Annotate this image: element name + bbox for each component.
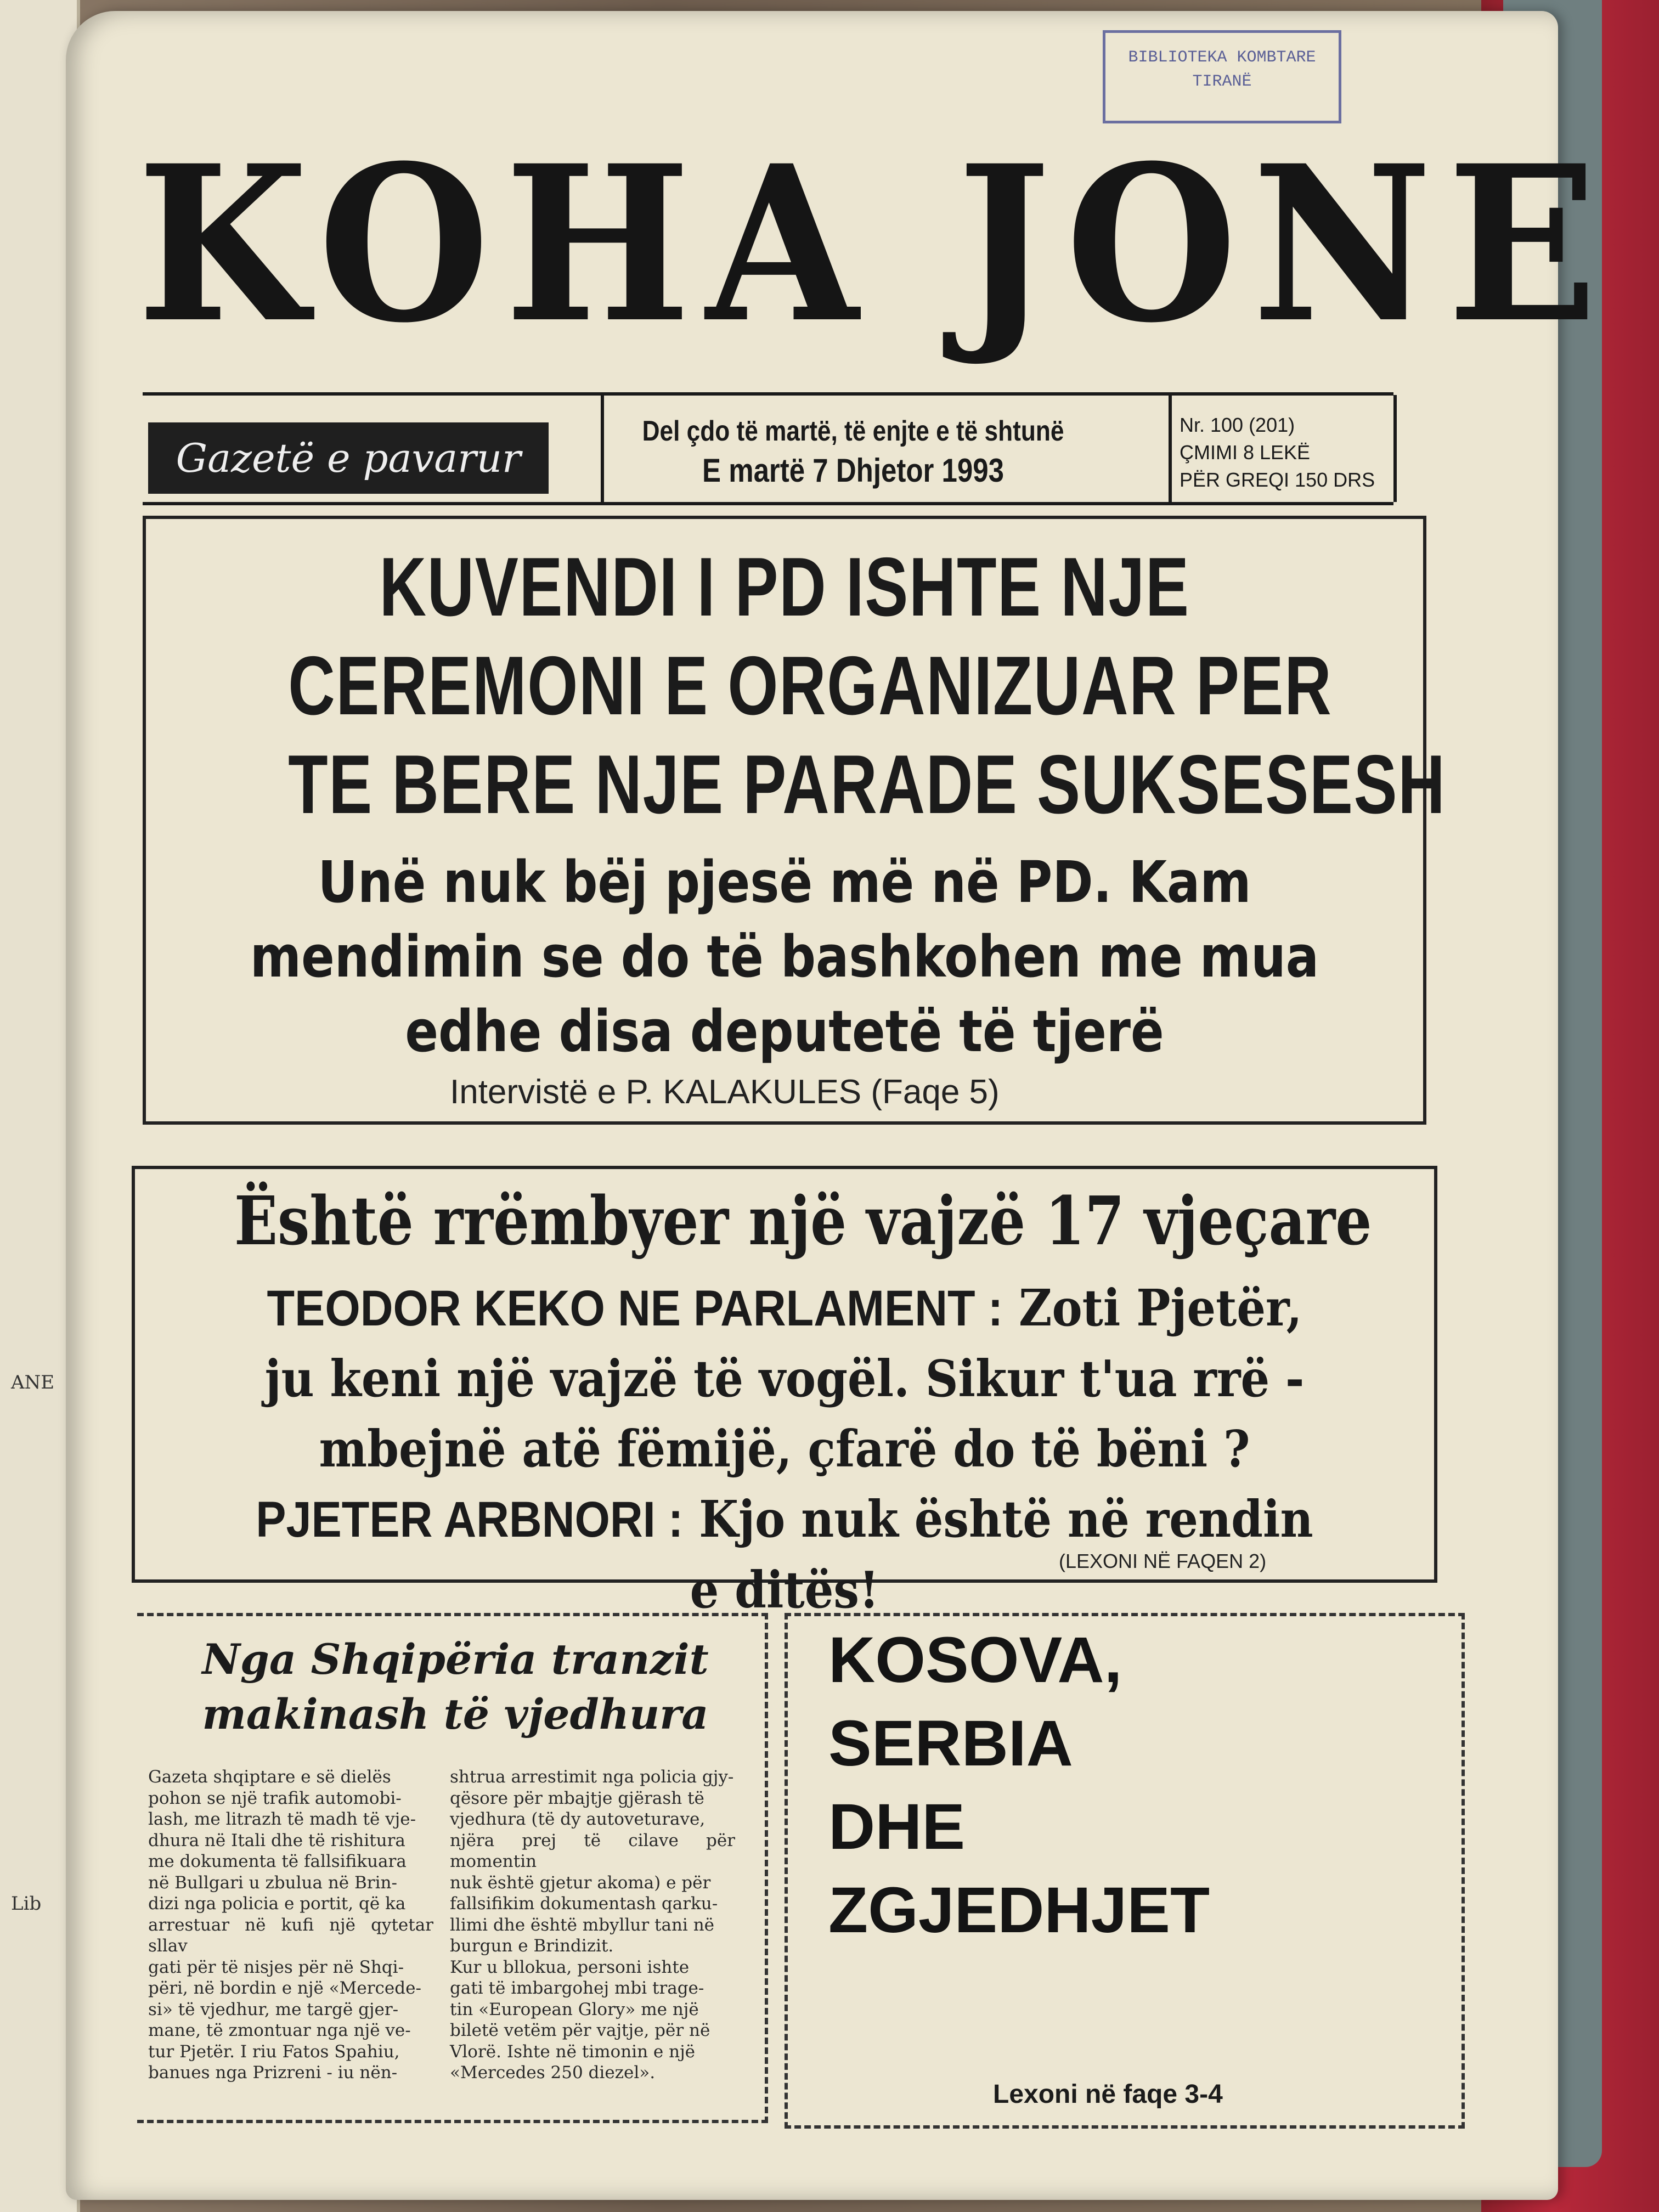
quote-text: e ditës!: [690, 1560, 879, 1620]
headline-line: DHE: [828, 1791, 966, 1863]
speaker-name: TEODOR KEKO NE PARLAMENT :: [267, 1280, 1003, 1336]
publication-info: [620, 411, 1086, 494]
subhead-line: mendimin se do të bashkohen me mua: [250, 923, 1319, 990]
third-story-headline: [154, 1632, 757, 1742]
subhead-line: Unë nuk bëj pjesë më në PD. Kam: [318, 849, 1251, 916]
info-bar-rule: [143, 502, 1393, 505]
third-story-column-1: Gazeta shqiptare e së dielës pohon se një trafik automobi- lash, me litrazh të madh të vje- dhura në Itali dhe të rishitura me dokumenta të fallsifikuara në Bullgari u zbulua në Brin- dizi nga policia e portit, që ka arrestuar në kufi një qytetar sllav gati për të nisjes për në Shqi- përi, në bordin e një «Mercede- si» të vjedhur, me targë gjer- mane, të zmontuar nga një ve- tur Pjetër. I riu Fatos Spahiu, banues nga Prizreni - iu nën-: [148, 1767, 433, 2083]
publication-schedule: Del çdo të martë, të enjte e të shtunë: [642, 415, 1064, 447]
fourth-story-headline: [828, 1618, 1432, 1952]
subhead-line: edhe disa deputetë të tjerë: [405, 998, 1164, 1065]
divider: [601, 395, 604, 502]
text-row: [210, 1273, 1360, 1344]
speaker-name: PJETER ARBNORI :: [256, 1492, 684, 1548]
fourth-story-read-more: Lexoni në faqe 3-4: [993, 2080, 1223, 2109]
divider: [1169, 395, 1172, 502]
stamp-line-2: TIRANË: [1192, 72, 1252, 91]
headline-line: KOSOVA,: [828, 1624, 1122, 1696]
second-story-headline: Është rrëmbyer një vajzë 17 vjeçare: [234, 1181, 1372, 1260]
headline-line: makinash të vjedhura: [202, 1690, 709, 1739]
masthead-rule: [143, 392, 1393, 396]
text-row: [210, 1484, 1360, 1555]
headline-line: TE BERE NJE PARADE SUKSESESH: [288, 738, 1446, 831]
left-page-fragment: Lib: [11, 1893, 42, 1915]
masthead-title: KOHA JONE: [137, 119, 1613, 370]
headline-line: Nga Shqipëria tranzit: [202, 1635, 709, 1684]
lead-story-subhead: [237, 845, 1331, 1069]
headline-line: CEREMONI E ORGANIZUAR PER: [288, 639, 1333, 732]
library-stamp: [1103, 30, 1341, 123]
publication-date: E martë 7 Dhjetor 1993: [702, 452, 1004, 489]
issue-info: [1180, 411, 1393, 494]
stamp-line-1: BIBLIOTEKA KOMBTARE: [1128, 48, 1316, 67]
quote-text: Kjo nuk është në rendin: [699, 1489, 1313, 1549]
tagline-banner: Gazetë e pavarur: [148, 422, 549, 494]
newspaper-page: [66, 11, 1613, 2200]
left-page-fragment: ANE: [11, 1372, 55, 1393]
quote-text: mbejnë atë fëmijë, çfarë do të bëni ?: [319, 1419, 1250, 1479]
second-story-read-more: (LEXONI NË FAQEN 2): [1059, 1550, 1267, 1572]
lead-story-headline: [288, 538, 1446, 834]
lead-story-byline: Intervistë e P. KALAKULES (Faqe 5): [450, 1073, 1000, 1111]
issue-number: Nr. 100 (201): [1180, 414, 1295, 436]
third-story-column-2: shtrua arrestimit nga policia gjy- qësore për mbajtje gjërash të vjedhura (të dy autoveturave, njëra prej të cilave për momentin nuk është gjetur akoma) e për fallsifikim dokumentash qarku- llimi dhe është mbyllur tani në burgun e Brindizit. Kur u bllokua, personi ishte gati të imbargohej mbi trage- tin «European Glory» me një biletë vetëm për vajtje, për në Vlorë. Ishte në timonin e një «Mercedes 250 diezel».: [450, 1767, 735, 2083]
quote-text: Zoti Pjetër,: [1019, 1278, 1302, 1338]
divider: [1393, 395, 1397, 502]
headline-line: SERBIA: [828, 1707, 1073, 1780]
issue-price-greece: PËR GREQI 150 DRS: [1180, 469, 1375, 491]
headline-line: ZGJEDHJET: [828, 1874, 1210, 1946]
headline-line: KUVENDI I PD ISHTE NJE: [379, 540, 1190, 634]
quote-text: ju keni një vajzë të vogël. Sikur t'ua rrë -: [264, 1349, 1305, 1408]
issue-price: ÇMIMI 8 LEKË: [1180, 441, 1311, 464]
